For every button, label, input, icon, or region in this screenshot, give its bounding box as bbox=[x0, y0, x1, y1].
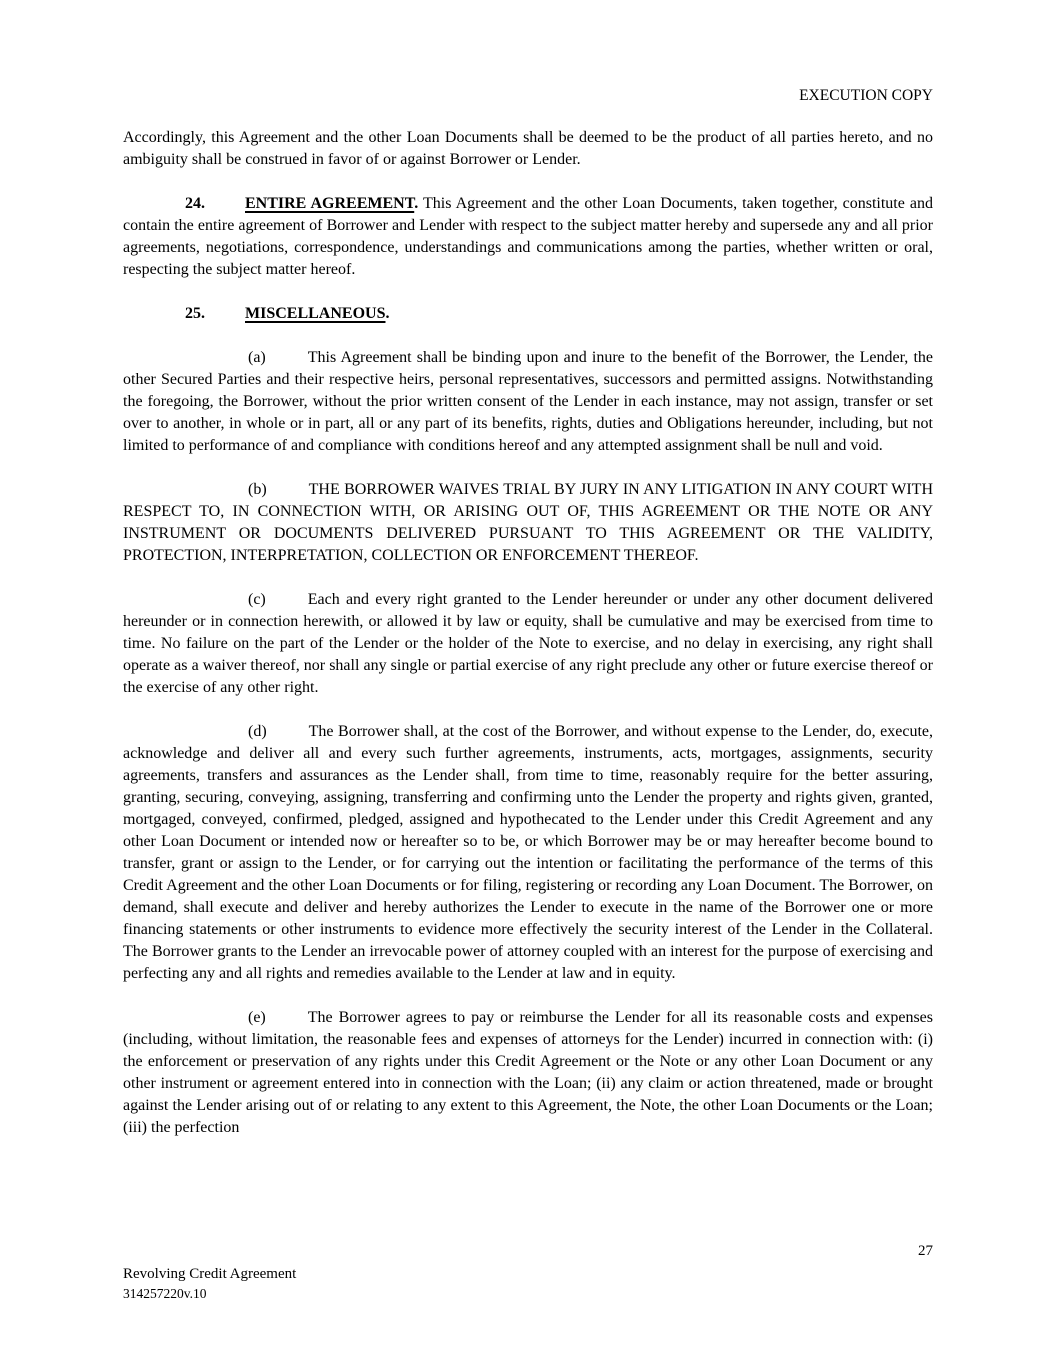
section-24 bbox=[123, 193, 933, 281]
subsection-a-text: This Agreement shall be binding upon and inure to the benefit of the Borrower, the Lender, the other Secured Parties and their respective heirs, personal representatives, successors and permitted assigns. Notwithstanding the foregoing, the Borrower, without the prior written consent of the Lender in each instance, may not assign, transfer or set over to another, in whole or in part, all or any part of its benefits, rights, duties and Obligations hereunder, including, but not limited to performance of and compliance with conditions hereof and any attempted assignment shall be null and void. bbox=[123, 349, 933, 454]
paragraph-intro bbox=[123, 127, 933, 171]
subsection-a bbox=[123, 347, 933, 457]
subsection-b-label: (b) bbox=[248, 481, 267, 498]
subsection-c-label: (c) bbox=[248, 591, 266, 608]
section-24-heading: ENTIRE AGREEMENT bbox=[245, 195, 415, 212]
section-25-heading: MISCELLANEOUS bbox=[245, 305, 386, 322]
subsection-a-label: (a) bbox=[248, 349, 266, 366]
subsection-d-text: The Borrower shall, at the cost of the Borrower, and without expense to the Lender, do, execute, acknowledge and deliver all and every such further agreements, instruments, acts, mortgages, assignments, security agreements, transfers and assurances as the Lender shall, from time to time, reasonably require for the better assuring, granting, securing, conveying, assigning, transferring and confirming unto the Lender the property and rights given, granted, mortgaged, conveyed, confirmed, pledged, assigned and hypothecated to the Lender under this Credit Agreement and any other Loan Document or intended now or hereafter so to be, or which Borrower may be or may hereafter become bound to transfer, grant or assign to the Lender, or for carrying out the intention or facilitating the performance of the terms of this Credit Agreement and the other Loan Documents or for filing, registering or recording any Loan Document. The Borrower, on demand, shall execute and deliver and hereby authorizes the Lender to execute in the name of the Borrower one or more financing statements or other instruments to evidence more effectively the security interest of the Lender in the Collateral. The Borrower grants to the Lender an irrevocable power of attorney coupled with an interest for the purpose of exercising and perfecting any and all rights and remedies available to the Lender at law and in equity. bbox=[123, 723, 933, 982]
paragraph-intro-text: Accordingly, this Agreement and the other Loan Documents shall be deemed to be the product of all parties hereto, and no ambiguity shall be construed in favor of or against Borrower or Lender. bbox=[123, 129, 933, 168]
subsection-d bbox=[123, 721, 933, 985]
subsection-b-text: THE BORROWER WAIVES TRIAL BY JURY IN ANY LITIGATION IN ANY COURT WITH RESPECT TO, IN CONNECTION WITH, OR ARISING OUT OF, THIS AGREEMENT OR THE NOTE OR ANY INSTRUMENT OR DOCUMENTS DELIVERED PURSUANT TO THIS AGREEMENT OR THE VALIDITY, PROTECTION, INTERPRETATION, COLLECTION OR ENFORCEMENT THEREOF. bbox=[123, 481, 933, 564]
subsection-b bbox=[123, 479, 933, 567]
subsection-e-text: The Borrower agrees to pay or reimburse the Lender for all its reasonable costs and expenses (including, without limitation, the reasonable fees and expenses of attorneys for the Lender) incurred in connection with: (i) the enforcement or preservation of any rights under this Credit Agreement or the Note or any other Loan Document or any other instrument or agreement entered into in connection with the Loan; (ii) any claim or action threatened, made or brought against the Lender arising out of or relating to any extent to this Agreement, the Note, the other Loan Documents or the Loan; (iii) the perfection bbox=[123, 1009, 933, 1136]
section-24-heading-period: . bbox=[414, 195, 419, 212]
subsection-d-label: (d) bbox=[248, 723, 267, 740]
footer-doc-title: Revolving Credit Agreement bbox=[123, 1266, 297, 1282]
section-25-number: 25. bbox=[185, 305, 205, 322]
subsection-e-label: (e) bbox=[248, 1009, 266, 1026]
document-content bbox=[123, 85, 933, 1161]
section-25-heading-period: . bbox=[385, 305, 390, 322]
footer-document-id bbox=[123, 1264, 296, 1303]
subsection-c-text: Each and every right granted to the Lender hereunder or under any other document delivered hereunder or in connection herewith, or allowed it by law or equity, shall be cumulative and may be exercised from time to time. No failure on the part of the Lender or the holder of the Note to exercise, and no delay in exercising, any right shall operate as a waiver thereof, nor shall any single or partial exercise of any right preclude any other or future exercise thereof or the exercise of any other right. bbox=[123, 591, 933, 696]
subsection-c bbox=[123, 589, 933, 699]
page-number: 27 bbox=[918, 1243, 933, 1259]
section-24-number: 24. bbox=[185, 195, 205, 212]
execution-copy-label: EXECUTION COPY bbox=[799, 87, 933, 104]
subsection-e bbox=[123, 1007, 933, 1139]
section-24-text: This Agreement and the other Loan Documents, taken together, constitute and contain the entire agreement of Borrower and Lender with respect to the subject matter hereby and supersede any and all prior agreements, negotiations, correspondence, understandings and communications among the parties, whether written or oral, respecting the subject matter hereof. bbox=[123, 195, 933, 278]
section-25 bbox=[123, 303, 933, 325]
footer-doc-version: 314257220v.10 bbox=[123, 1286, 207, 1301]
